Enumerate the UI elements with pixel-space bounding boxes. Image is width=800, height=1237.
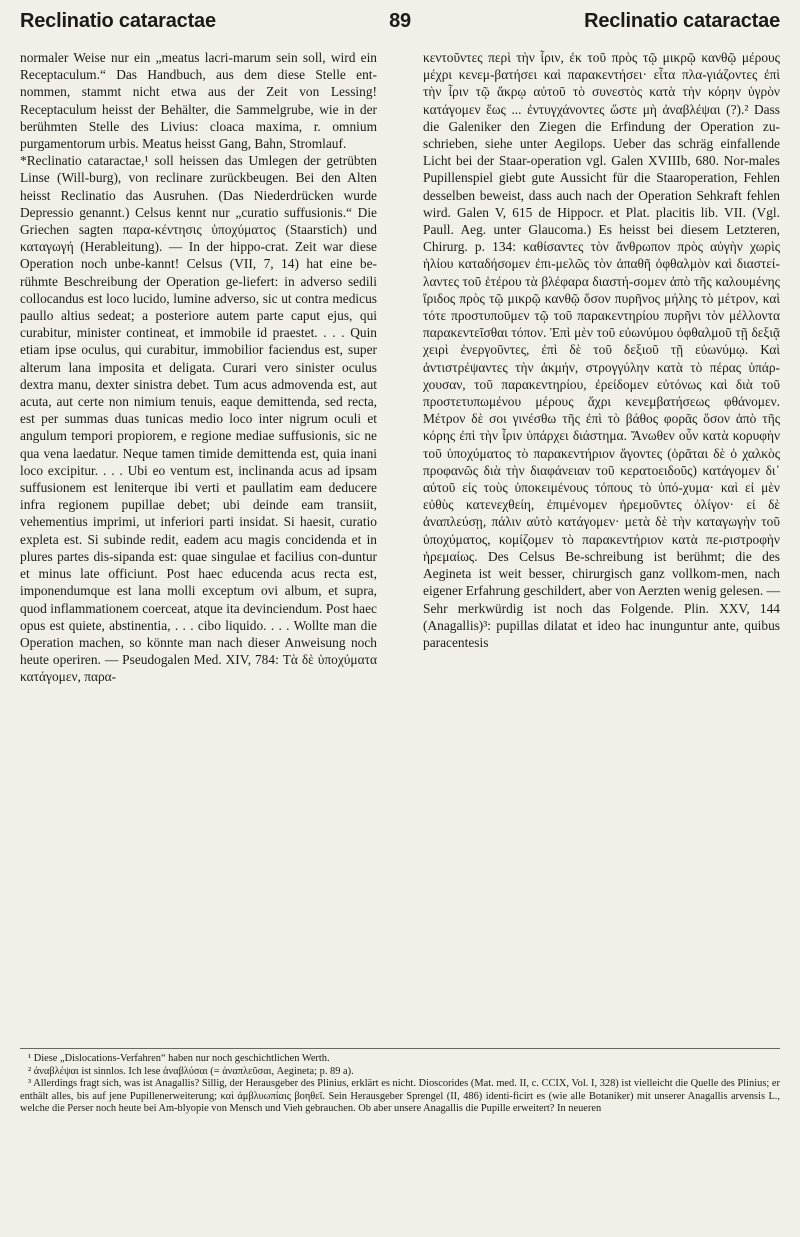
running-title-right: Reclinatio cataractae	[584, 10, 780, 32]
left-column	[20, 49, 377, 686]
left-paragraph: normaler Weise nur ein „meatus lacri-marum sein soll, wird ein Receptaculum.“ Das Handbuch, aus dem diese Stelle ent-nommen, stammt nicht etwa aus der Zeit von Lessing! Receptaculum heisst der Behälter, die Sammelgrube, wie in der berühmten Stelle des Livius: cloaca maxima, r. omnium purgamentorum urbis. Meatus heisst Gang, Bahn, Stromlauf.	[20, 50, 377, 152]
page-number: 89	[389, 10, 411, 32]
left-paragraph: *Reclinatio cataractae,¹ soll heissen das Umlegen der getrübten Linse (Will-burg), von reclinare zurückbeugen. Bei den Alten heisst Reclinatio das Ausruhen. (Das Niederdrücken wurde Depressio genannt.) Celsus kennt nur „curatio suffusionis.“ Die Griechen sagten παρα-κέντησις ὑποχύματος (Staarstich) und καταγωγή (Herableitung). — In der hippo-crat. Zeit war diese Operation noch unbe-kannt! Celsus (VII, 7, 14) hat eine be-rühmte Beschreibung der Operation ge-liefert: in adverso sedili collocandus est loco lucido, lumine adverso, sic ut contra medicus paullo altius sedeat; a posteriore autem parte caput ejus, qui curabitur, minister contineat, et immobile id praestet. . . . Quin etiam ipse oculus, qui curabitur, immobilior faciendus est, super alterum lana imposita et deligata. Curari vero sinister oculus dextra manu, dexter sinistra debet. Tum acus admovenda est, aut acuta, aut certe non nimium tenuis, eaque demittenda, sed recta, est per summas duas tunicas medio loco inter nigrum oculi et angulum tempori propiorem, e regione mediae suffusionis, sic ne qua vena laedatur. Neque tamen timide demittenda est, quia inani loco excipitur. . . . Ubi eo ventum est, inclinanda acus ad ipsam suffusionem est leniterque ibi verti et paullatim eam deducere infra regionem pupillae debet; ubi deinde eam transiit, vehementius imprimi, ut inferiori parti insidat. Si haesit, curatio expleta est. Si subinde redit, eadem acu magis concidenda et in plures partes dis-sipanda est: quae singulae et facilius con-duntur et minus late officiunt. Post haec educenda acus recta est, imponendumque est lana molli exceptum ovi album, et supra, quod inflammationem coerceat, atque ita devinciendum. Post haec opus est quiete, abstinentia, . . . cibo liquido. . . . Wollte man die Operation machen, so könnte man nach dieser Anweisung noch heute operiren. — Pseudogalen Med. XIV, 784: Τὰ δὲ ὑποχύματα κατάγομεν, παρα-	[20, 153, 377, 685]
running-title-left: Reclinatio cataractae	[20, 10, 216, 32]
footnote: ² ἀναβλέψαι ist sinnlos. Ich lese ἀναβλύσαι (= ἀναπλεῦσαι, Aegineta; p. 89 a).	[28, 1065, 354, 1077]
footnote: ³ Allerdings fragt sich, was ist Anagallis? Sillig, der Herausgeber des Plinius, erklärt es nicht. Dioscorides (Mat. med. II, c. CCIX, Vol. I, 328) ist vielleicht die Quelle des Plinius; er enthält alles, bis auf jene Pupillenerweiterung; καὶ ἀμβλυωπίαις βοηθεῖ. Sein Herausgeber Sprengel (II, 486) identi-ficirt es (wie alle Botaniker) mit unserer Anagallis arvensis L., welche die Perser noch heute bei Am-blyopie von Mensch und Vieh gebrauchen. Ob aber unsere Anagallis die Pupille erweitert? In neueren	[20, 1078, 780, 1115]
page-header	[20, 8, 780, 38]
right-paragraph: κεντοῦντες περὶ τὴν ἶριν, ἐκ τοῦ πρὸς τῷ μικρῷ κανθῷ μέρους μέχρι κενεμ-βατήσει καὶ παρακεντήσει· εἶτα πλα-γιάζοντες ἐπὶ τὴν ἶριν τῷ ἄκρῳ αὐτοῦ τὸ συνεστὸς κατὰ τὴν κόρην ὑγρὸν κατάγομεν ἕως ... ἐντυγχάνοντες ὥστε μὴ ἀναβλέψαι (?).² Dass die Galeniker den Ziegen die Erfindung der Operation zu-schrieben, siehe unter Aegilops. Ueber das schräg einfallende Licht bei der Staar-operation vgl. Galen XVIIIb, 680. Nor-males Pupillenspiel giebt gute Aussicht für die Staaroperation, Fehlen desselben beweist, dass auch nach der Operation Sehkraft fehlen wird. Galen V, 615 de Hippocr. et Plat. placitis lib. VII. (Vgl. Paull. Aeg. unter Glaucoma.) Es heisst bei diesem Letzteren, Chirurg. p. 134: καθίσαντες τὸν ἄνθρωπον πρὸς αὐγὴν χωρὶς ἡλίου καταδήσομεν ἐπι-μελῶς τὸν ἀπαθῆ ὀφθαλμὸν καὶ διαστεί-λαντες τοῦ ἑτέρου τὰ βλέφαρα διαστή-σομεν ἀπὸ τῆς καλουμένης ἴριδος πρὸς τῷ μικρῷ κανθῷ ὅσον πυρῆνος μήλης τὸ μέτρον, καὶ τότε προστυποῦμεν τῷ τοῦ παρακεντηρίου πυρῆνι τὸν μέλλοντα παρακεντεῖσθαι τόπον. Ἐπὶ μὲν τοῦ εὐωνύμου ὀφθαλμοῦ τῇ δεξιᾷ χειρὶ ἐνεργοῦντες, ἐπὶ δὲ τοῦ δεξιοῦ τῇ εὐωνύμῳ. Καὶ ἀντιστρέψαντες τὴν ἀκμήν, στρογγύλην κατὰ τὸ πέρας ὑπάρ-χουσαν, τοῦ παρακεντηρίου, ἐρείδομεν εὐτόνως καὶ διὰ τοῦ προστετυπωμένου μέρους ἄχρι κενεμβατήσεως φθάνομεν. Μέτρον δὲ σοι γινέσθω τῆς ἐπὶ τὸ βάθος φορᾶς ὅσον ἀπὸ τῆς κόρης ἐπὶ τὴν ἶριν ὑπάρχει διάστημα. Ἄνωθεν οὖν κατὰ κορυφὴν τοῦ ὑποχύματος τὸ παρακεντήριον ἄγοντες (ὁρᾶται δὲ ὁ χαλκὸς προφανῶς διὰ τὴν διαφάνειαν τοῦ κερατοειδοῦς) κατάγομεν δι᾽ αὐτοῦ εἰς τοὺς ὑποκειμένους τόπους τὸ ὑπό-χυμα· καὶ εἰ μὲν εὐθὺς κατενεχθείη, ἐπιμένομεν ἠρεμοῦντες ὀλίγον· εἰ δὲ ἀναπλεύσῃ, πάλιν αὐτὸ κατάγομεν· μετὰ δὲ τὴν καταγωγὴν τοῦ ὑποχύματος, κομίζομεν τὸ παρακεντήριον κατὰ πε-ριστροφὴν ἠρεμαίως. Des Celsus Be-schreibung ist berühmt; die des Aegineta ist weit besser, chirurgisch ganz vollkom-men, nach eigener Erfahrung geschildert, aber von Aerzten wenig gelesen. — Sehr merkwürdig ist noch das Folgende. Plin. XXV, 144 (Anagallis)³: pupillas dilatat et ideo hac inunguntur ante, quibus paracentesis	[423, 50, 780, 650]
footnotes	[20, 1048, 780, 1116]
right-column	[423, 49, 780, 651]
footnote: ¹ Diese „Dislocations-Verfahren“ haben nur noch geschichtlichen Werth.	[28, 1053, 330, 1064]
